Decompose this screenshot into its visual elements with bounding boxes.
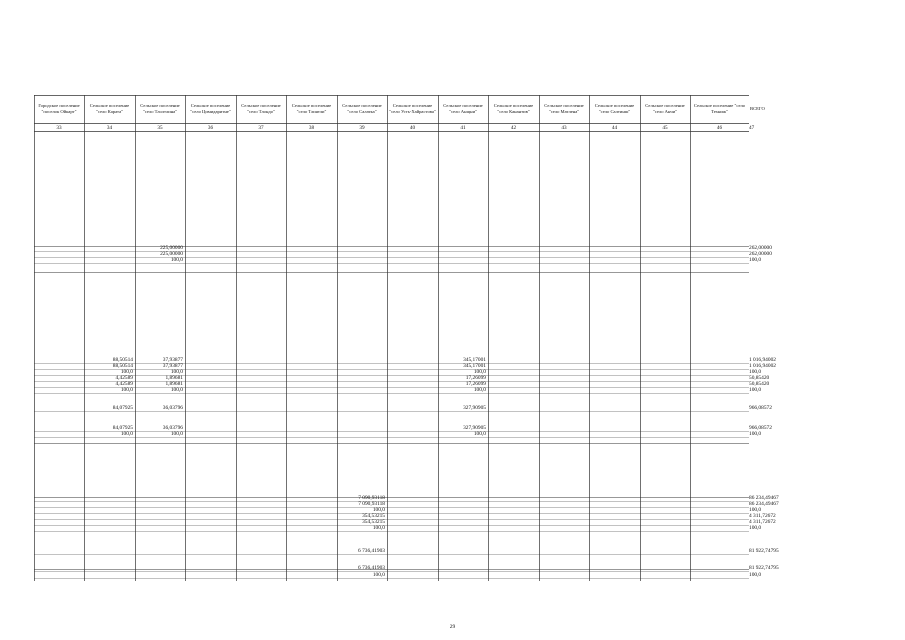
table-cell: 100,0	[120, 431, 133, 437]
column-number: 34	[106, 125, 113, 131]
table-cell: 6 736,41903	[358, 548, 385, 554]
table-cell: 1 016,94002	[749, 357, 776, 363]
table-cell: 100,0	[473, 387, 486, 393]
column-header: Сельское поселение "село Анщни"	[443, 103, 483, 114]
column-header: Сельское поселение "село Тлиятли"	[291, 103, 332, 114]
column-header: ВСЕГО	[750, 106, 765, 111]
table-cell: 81 922,74795	[749, 548, 779, 554]
table-cell: 100,0	[372, 507, 385, 513]
table-cell: 4,42589	[115, 381, 133, 387]
column-header: Сельское поселение "село Канантив"	[493, 103, 534, 114]
column-number: 42	[510, 125, 517, 131]
column-header: Сельское поселение "село Матлена"	[544, 103, 584, 114]
table-cell: 84,07925	[112, 405, 133, 411]
table-cell: 100,0	[170, 387, 183, 393]
table-cell: 262,00000	[749, 251, 772, 257]
column-number: 38	[308, 125, 315, 131]
table-cell: 36,03796	[162, 425, 183, 431]
column-number: 44	[611, 125, 618, 131]
table-cell: 86 234,49467	[749, 495, 779, 501]
table-cell: 966,08572	[749, 425, 772, 431]
table-cell: 100,0	[120, 369, 133, 375]
table-cell: 50,85420	[749, 375, 770, 381]
table-cell: 354,53215	[362, 519, 385, 525]
column-header: Сельское поселение "село Тлондо"	[241, 103, 281, 114]
column-header: Сельское поселение "село Карата"	[89, 103, 130, 114]
table-cell: 100,0	[170, 431, 183, 437]
table-cell: 100,0	[749, 507, 762, 513]
data-table	[34, 95, 779, 581]
table-cell: 17,26099	[465, 381, 486, 387]
table-cell: 100,0	[473, 431, 486, 437]
table-cell: 345,17001	[463, 363, 486, 369]
table-cell: 4 311,72672	[749, 513, 776, 519]
table-cell: 100,0	[372, 572, 385, 578]
column-number: 45	[662, 125, 668, 131]
column-header: Сельское поселение "село Анчи"	[645, 103, 685, 114]
table-grid	[34, 95, 749, 581]
column-number: 43	[561, 125, 567, 131]
table-cell: 88,50514	[112, 363, 133, 369]
table-cell: 327,90905	[463, 425, 486, 431]
column-number: 33	[56, 125, 62, 131]
table-cell: 966,08572	[749, 405, 772, 411]
column-number: 46	[716, 125, 723, 131]
table-cell: 81 922,74795	[749, 565, 779, 571]
table-cell: 36,03796	[162, 405, 183, 411]
column-header: Сельское поселение "село Тлолтлина"	[140, 103, 180, 114]
column-number: 47	[749, 125, 755, 131]
table-cell: 86 234,49467	[749, 501, 779, 507]
table-cell: 100,0	[749, 369, 762, 375]
table-cell: 7 090,93118	[358, 501, 385, 507]
table-cell: 1 016,94002	[749, 363, 776, 369]
table-cell: 345,17001	[463, 357, 486, 363]
table-cell: 1,89681	[165, 375, 183, 381]
table-cell: 100,0	[749, 572, 762, 578]
table-cell: 4 311,72672	[749, 519, 776, 525]
column-header: Сельское поселение "село Салтинш"	[594, 103, 635, 114]
column-number: 41	[460, 125, 466, 131]
column-header: Городское поселение "поселок Ойкарт"	[38, 103, 80, 114]
table-cell: 100,0	[170, 369, 183, 375]
page-number: 29	[449, 624, 456, 630]
column-number: 35	[157, 125, 163, 131]
table-cell: 327,90905	[463, 405, 486, 411]
table-cell: 7 090,93118	[358, 495, 385, 501]
table-cell: 262,00000	[749, 245, 772, 251]
table-cell: 100,0	[749, 525, 762, 531]
table-cell: 100,0	[749, 431, 762, 437]
table-cell: 84,07925	[112, 425, 133, 431]
table-cell: 100,0	[120, 387, 133, 393]
table-cell: 4,42589	[115, 375, 133, 381]
column-header: Сельское поселение "село Техниж"	[693, 103, 746, 114]
table-cell: 100,0	[473, 369, 486, 375]
table-cell: 50,85420	[749, 381, 770, 387]
column-number: 39	[359, 125, 365, 131]
table-cell: 100,0	[372, 525, 385, 531]
table-cell: 37,93877	[162, 363, 183, 369]
column-header: Сельское поселение "село Салатка"	[342, 103, 382, 114]
table-cell: 100,0	[749, 257, 762, 263]
table-cell: 225,00000	[160, 245, 183, 251]
column-header: Сельское поселение "село Усть-Хайрастова"	[389, 103, 436, 114]
table-cell: 37,93877	[162, 357, 183, 363]
column-number: 36	[207, 125, 214, 131]
column-number: 37	[258, 125, 264, 131]
table-cell: 100,0	[749, 387, 762, 393]
column-header: Сельское поселение "село Цимидаритне"	[190, 103, 231, 114]
table-cell: 17,26099	[465, 375, 486, 381]
table-cell: 1,89681	[165, 381, 183, 387]
table-cell: 6 736,41903	[358, 565, 385, 571]
table-cell: 100,0	[170, 257, 183, 263]
column-number: 40	[409, 125, 416, 131]
table-cell: 354,53215	[362, 513, 385, 519]
table-cell: 88,50514	[112, 357, 133, 363]
table-cell: 225,00000	[160, 251, 183, 257]
